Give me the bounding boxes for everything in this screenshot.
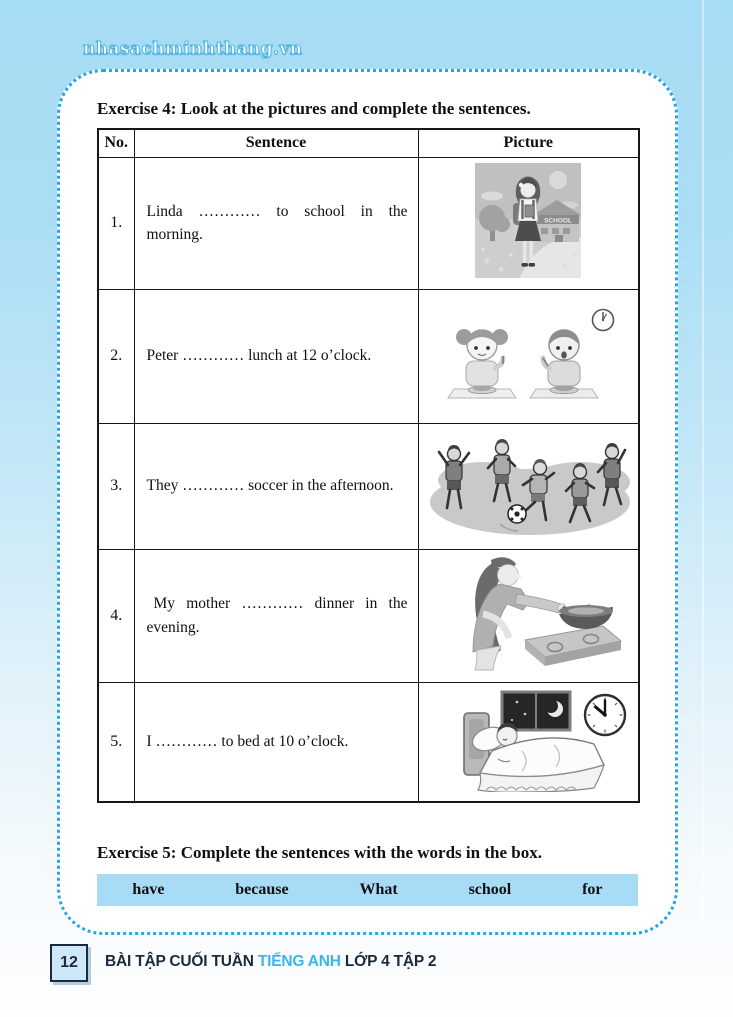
column-header-picture: Picture [418,129,639,157]
watermark-site-url: nhasachminhthang.vn [83,39,303,59]
content-panel [57,69,678,935]
picture-cell [418,289,639,423]
picture-cell [418,157,639,289]
row-number: 3. [98,423,134,549]
word-option: because [235,880,289,898]
word-box [97,874,638,906]
column-header-no: No. [98,129,134,157]
page-number-badge: 12 [50,944,88,982]
book-title-part2: LỚP 4 TẬP 2 [340,953,437,970]
sentence-text: They ………… soccer in the afternoon. [134,423,418,549]
word-option: school [468,880,512,898]
picture-cell [418,682,639,802]
sentence-text: Peter ………… lunch at 12 o’clock. [134,289,418,423]
sentence-text: I ………… to bed at 10 o’clock. [134,682,418,802]
word-option: have [132,880,165,898]
book-title [105,953,436,971]
book-title-subject: TIẾNG ANH [257,953,341,970]
table-header-row [98,129,639,157]
word-option: for [582,880,603,898]
picture-cell [418,549,639,682]
girl-walking-to-school-picture [475,163,581,278]
column-header-sentence: Sentence [134,129,418,157]
table-row [98,682,639,802]
children-eating-lunch-picture [436,304,621,404]
exercise4-table [97,128,640,803]
school-sign-text: SCHOOL [544,217,573,225]
word-option: What [359,880,398,898]
table-row [98,157,639,289]
sentence-text: Linda ………… to school in the morning. [134,157,418,289]
picture-cell [418,423,639,549]
exercise5-title: Exercise 5: Complete the sentences with the words in the box. [97,842,542,862]
kids-playing-soccer-picture [422,428,635,540]
page-edge-highlight [702,0,704,938]
boy-sleeping-picture [426,687,631,792]
table-row [98,289,639,423]
row-number: 5. [98,682,134,802]
book-title-part1: BÀI TẬP CUỐI TUẦN [105,953,258,970]
exercise4-title: Exercise 4: Look at the pictures and complete the sentences. [97,99,531,118]
row-number: 2. [98,289,134,423]
sentence-text: My mother ………… dinner in the evening. [134,549,418,682]
table-row [98,423,639,549]
mother-cooking-picture [433,554,623,672]
table-row [98,549,639,682]
row-number: 1. [98,157,134,289]
row-number: 4. [98,549,134,682]
